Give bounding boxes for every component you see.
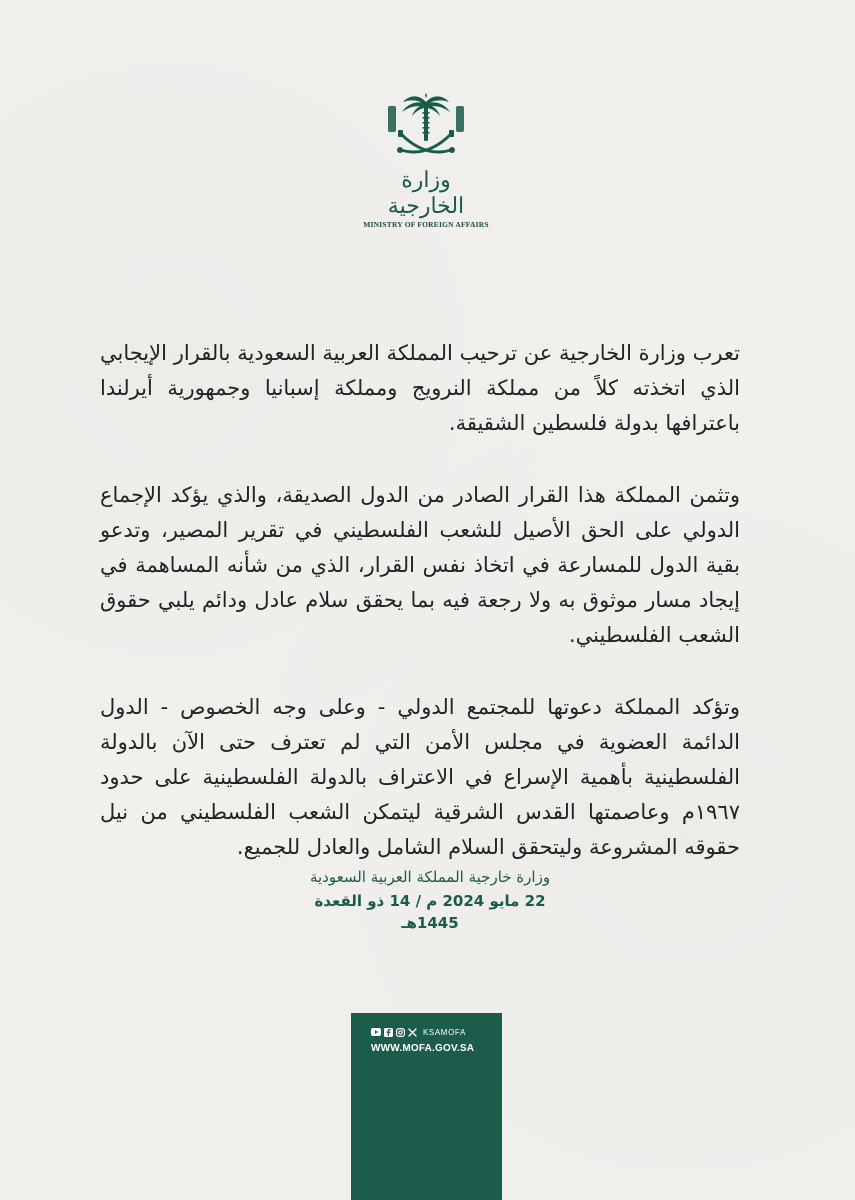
- youtube-icon[interactable]: [371, 1027, 381, 1037]
- statement-paragraph: وتثمن المملكة هذا القرار الصادر من الدول الصديقة، والذي يؤكد الإجماع الدولي على الحق الأصيل للشعب الفلسطيني في تقرير المصير، وتدعو بقية الدول للمسارعة في اتخاذ نفس القرار، الذي من شأنه المساهمة في إيجاد مسار موثوق به ولا رجعة فيه بما يحقق سلام عادل ودائم يلبي حقوق الشعب الفلسطيني.: [100, 483, 740, 647]
- signature-org: وزارة خارجية المملكة العربية السعودية: [309, 868, 551, 886]
- website-link[interactable]: WWW.MOFA.GOV.SA: [371, 1043, 475, 1054]
- statement-body: [100, 336, 740, 902]
- x-icon[interactable]: [407, 1027, 417, 1037]
- instagram-icon[interactable]: [395, 1027, 405, 1037]
- signature-block: [300, 866, 560, 934]
- ministry-logo: [360, 92, 492, 229]
- logo-arabic-text: وزارة الخارجية: [387, 168, 465, 219]
- statement-paragraph: تعرب وزارة الخارجية عن ترحيب المملكة العربية السعودية بالقرار الإيجابي الذي اتخذته كلاً من مملكة النرويج ومملكة إسبانيا وجمهورية أيرلندا باعترافها بدولة فلسطين الشقيقة.: [100, 341, 740, 435]
- social-icons: [371, 1027, 466, 1037]
- logo-english-text: MINISTRY OF FOREIGN AFFAIRS: [363, 220, 489, 229]
- social-handle[interactable]: KSAMOFA: [423, 1027, 466, 1037]
- facebook-icon[interactable]: [383, 1027, 393, 1037]
- statement-paragraph: وتؤكد المملكة دعوتها للمجتمع الدولي - وعلى وجه الخصوص - الدول الدائمة العضوية في مجلس الأمن التي لم تعترف حتى الآن بالدولة الفلسطينية بأهمية الإسراع في الاعتراف بالدولة الفلسطينية على حدود ١٩٦٧م وعاصمتها القدس الشرقية ليتمكن الشعب الفلسطيني من نيل حقوقه المشروعة وليتحقق السلام الشامل والعادل للجميع.: [100, 695, 740, 859]
- footer-contact-block: [351, 1013, 502, 1200]
- signature-date: 22 مايو 2024 م / 14 ذو القعدة 1445هـ: [314, 892, 546, 932]
- saudi-emblem-icon: [385, 92, 467, 166]
